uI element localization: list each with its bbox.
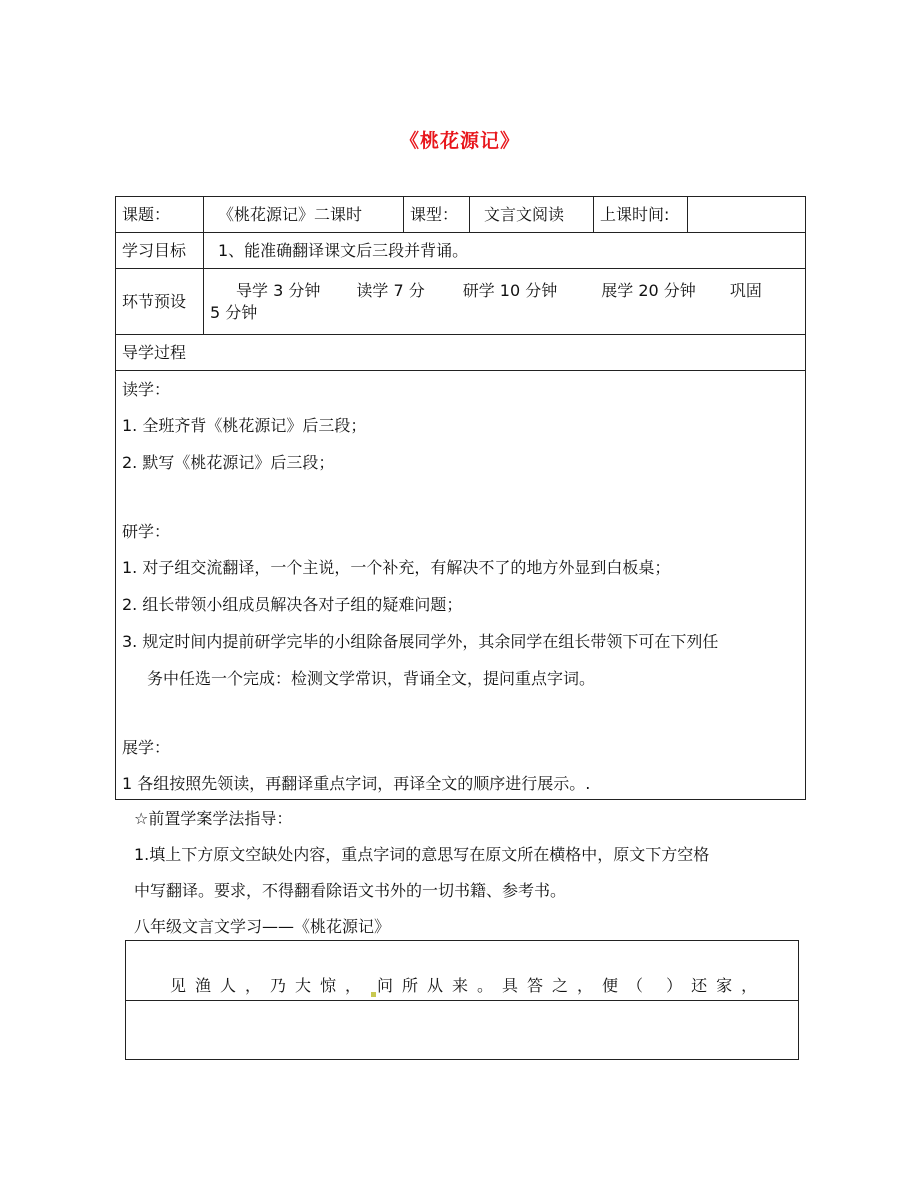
process-body <box>116 371 806 800</box>
stage-research: 研学 10 分钟 <box>462 280 558 300</box>
guide-heading: ☆前置学案学法指导： <box>134 809 293 828</box>
guide-line-1: 1.填上下方原文空缺处内容，重点字词的意思写在原文所在横格中，原文下方空格 <box>134 845 710 864</box>
research-item-2: 2. 组长带领小组成员解决各对子组的疑难问题； <box>122 595 463 614</box>
stages-tail: 5 分钟 <box>210 302 258 322</box>
stages-label: 环节预设 <box>116 269 204 335</box>
type-value: 文言文阅读 <box>470 197 594 233</box>
stage-read: 读学 7 分 <box>356 280 425 300</box>
stages-row <box>116 269 806 335</box>
header-row <box>116 197 806 233</box>
read-item-1: 1. 全班齐背《桃花源记》后三段； <box>122 416 367 435</box>
guide-line-2: 中写翻译。要求，不得翻看除语文书外的一切书籍、参考书。 <box>134 881 567 900</box>
research-item-3-cont: 务中任选一个完成：检测文学常识，背诵全文，提问重点字词。 <box>147 669 596 688</box>
passage-part-1: 见渔人，乃大惊， <box>170 976 371 995</box>
passage-divider <box>126 1000 798 1001</box>
type-label: 课型： <box>404 197 470 233</box>
stage-guide: 导学 3 分钟 <box>236 280 321 300</box>
topic-value: 《桃花源记》二课时 <box>204 197 404 233</box>
goal-row <box>116 233 806 269</box>
goal-label: 学习目标 <box>116 233 204 269</box>
passage-box <box>125 940 799 1060</box>
passage-text <box>170 973 766 997</box>
show-item: 1 各组按照先领读，再翻译重点字词，再译全文的顺序进行展示。. <box>122 774 591 793</box>
show-head: 展学： <box>122 738 171 757</box>
time-label: 上课时间: <box>594 197 688 233</box>
process-row <box>116 335 806 371</box>
stage-consolidate: 巩固 <box>729 280 762 300</box>
read-item-2: 2. 默写《桃花源记》后三段； <box>122 453 335 472</box>
process-label: 导学过程 <box>116 335 806 371</box>
topic-label: 课题： <box>116 197 204 233</box>
goal-value: 1、能准确翻译课文后三段并背诵。 <box>204 233 806 269</box>
stages-cell <box>204 269 806 335</box>
read-head: 读学： <box>122 380 171 399</box>
lesson-plan-table <box>115 196 806 800</box>
research-item-1: 1. 对子组交流翻译，一个主说，一个补充，有解决不了的地方外显到白板桌； <box>122 558 671 577</box>
time-value-cell[interactable] <box>688 197 806 233</box>
document-title: 《桃花源记》 <box>399 130 520 152</box>
research-item-3: 3. 规定时间内提前研学完毕的小组除备展同学外，其余同学在组长带领下可在下列任 <box>122 632 719 651</box>
passage-part-2: 问所从来。具答之，便（ ）还家， <box>377 976 767 995</box>
passage-subtitle: 八年级文言文学习——《桃花源记》 <box>134 917 391 936</box>
process-body-row <box>116 371 806 800</box>
research-head: 研学： <box>122 522 171 541</box>
edit-mark <box>371 992 376 997</box>
stage-show: 展学 20 分钟 <box>601 280 696 300</box>
